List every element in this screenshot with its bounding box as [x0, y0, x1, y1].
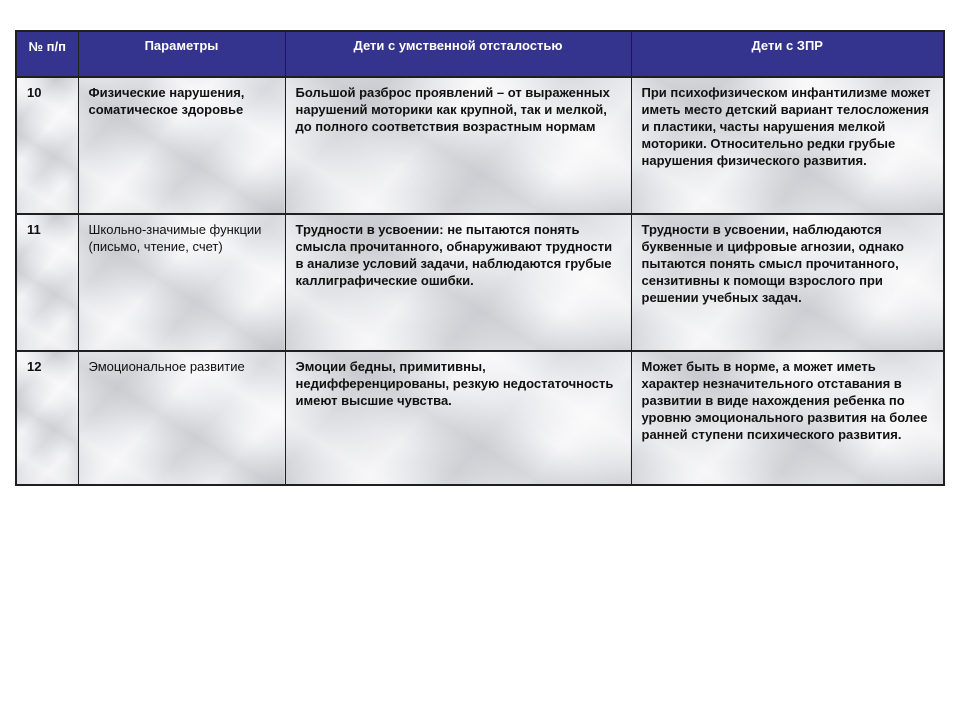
column-header-zpr: Дети с ЗПР	[631, 31, 944, 77]
zpr-cell: Может быть в норме, а может иметь характер незначительного отставания в развитии в виде нахождения ребенка по уровню эмоционального развития на более ранней ступени психического развития.	[631, 351, 944, 485]
row-number-cell: 12	[16, 351, 78, 485]
mental-retardation-cell: Большой разброс проявлений – от выраженных нарушений моторики как крупной, так и мелкой, до полного соответствия возрастным нормам	[285, 77, 631, 214]
column-header-parameters: Параметры	[78, 31, 285, 77]
parameter-cell: Эмоциональное развитие	[78, 351, 285, 485]
parameter-cell: Школьно-значимые функции (письмо, чтение, счет)	[78, 214, 285, 351]
column-header-mental-retardation: Дети с умственной отсталостью	[285, 31, 631, 77]
zpr-cell: При психофизическом инфантилизме может иметь место детский вариант телосложения и пластики, часты нарушения мелкой моторики. Относительно редки грубые нарушения физического развития.	[631, 77, 944, 214]
table-header-row	[16, 31, 944, 77]
row-number-cell: 10	[16, 77, 78, 214]
parameter-cell: Физические нарушения, соматическое здоровье	[78, 77, 285, 214]
table-row	[16, 77, 944, 214]
column-header-number: № п/п	[16, 31, 78, 77]
mental-retardation-cell: Эмоции бедны, примитивны, недифференцированы, резкую недостаточность имеют высшие чувства.	[285, 351, 631, 485]
zpr-cell: Трудности в усвоении, наблюдаются буквенные и цифровые агнозии, однако пытаются понять смысл прочитанного, сензитивны к помощи взрослого при решении учебных задач.	[631, 214, 944, 351]
table-row	[16, 351, 944, 485]
comparison-table	[15, 30, 945, 486]
mental-retardation-cell: Трудности в усвоении: не пытаются понять смысла прочитанного, обнаруживают трудности в анализе условий задачи, наблюдаются грубые каллиграфические ошибки.	[285, 214, 631, 351]
row-number-cell: 11	[16, 214, 78, 351]
table-row	[16, 214, 944, 351]
